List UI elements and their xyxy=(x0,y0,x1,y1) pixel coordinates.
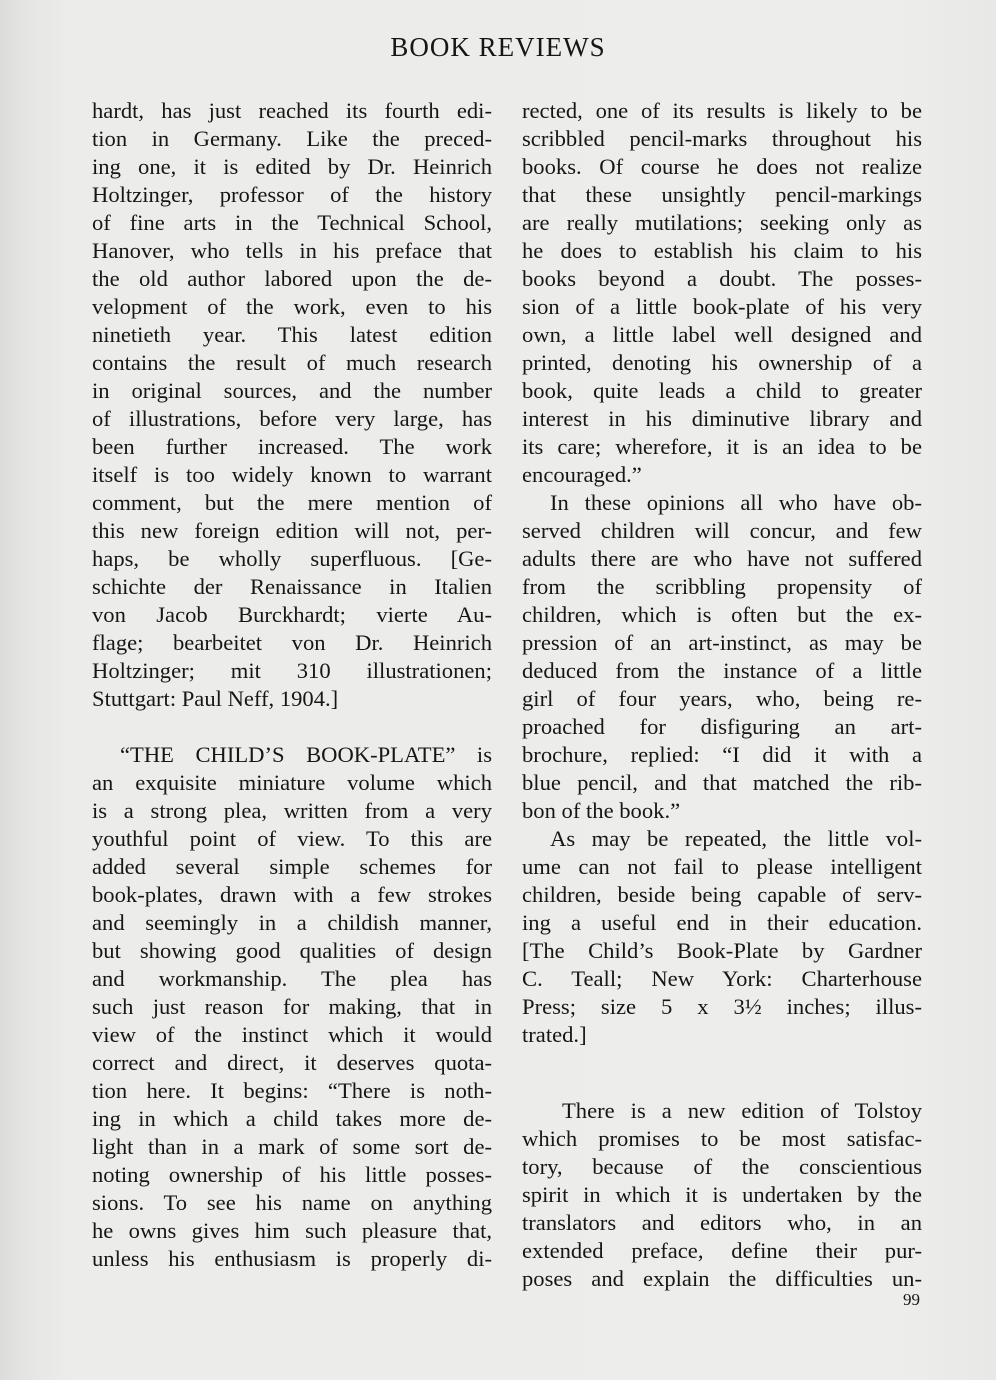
text-line: girl of four years, who, being re- xyxy=(522,686,922,711)
text-line: Holtzinger; mit 310 illustrationen; xyxy=(92,658,492,683)
text-line: As may be repeated, the little vol- xyxy=(550,826,922,851)
text-line: trated.] xyxy=(522,1022,587,1047)
text-line: rected, one of its results is likely to be xyxy=(522,98,922,123)
text-line: flage; bearbeitet von Dr. Heinrich xyxy=(92,630,492,655)
text-line: poses and explain the difficulties un- xyxy=(522,1266,922,1291)
text-line: book, quite leads a child to greater xyxy=(522,378,922,403)
text-line: and workmanship. The plea has xyxy=(92,966,492,991)
right-column xyxy=(522,97,922,1293)
text-line: tion here. It begins: “There is noth- xyxy=(92,1078,492,1103)
text-line: C. Teall; New York: Charterhouse xyxy=(522,966,922,991)
text-line: contains the result of much research xyxy=(92,350,492,375)
text-line: schichte der Renaissance in Italien xyxy=(92,574,492,599)
text-line: ume can not fail to please intelligent xyxy=(522,854,922,879)
text-line: brochure, replied: “I did it with a xyxy=(522,742,922,767)
text-line: spirit in which it is undertaken by the xyxy=(522,1182,922,1207)
text-line: pression of an art-instinct, as may be xyxy=(522,630,922,655)
text-line: the old author labored upon the de- xyxy=(92,266,492,291)
paragraph-gap xyxy=(92,713,492,741)
text-line: light than in a mark of some sort de- xyxy=(92,1134,492,1159)
text-line: [The Child’s Book-Plate by Gardner xyxy=(522,938,922,963)
text-line: sions. To see his name on anything xyxy=(92,1190,492,1215)
text-line: which promises to be most satisfac- xyxy=(522,1126,922,1151)
text-line: printed, denoting his ownership of a xyxy=(522,350,922,375)
text-line: blue pencil, and that matched the rib- xyxy=(522,770,922,795)
text-line: sion of a little book-plate of his very xyxy=(522,294,922,319)
text-line: bon of the book.” xyxy=(522,798,681,823)
text-line: and seemingly in a childish manner, xyxy=(92,910,492,935)
left-column xyxy=(92,97,492,1273)
text-line: noting ownership of his little posses- xyxy=(92,1162,492,1187)
text-line: itself is too widely known to warrant xyxy=(92,462,492,487)
text-line: unless his enthusiasm is properly di- xyxy=(92,1246,492,1271)
text-line: interest in his diminutive library and xyxy=(522,406,922,431)
text-line: translators and editors who, in an xyxy=(522,1210,922,1235)
text-line: its care; wherefore, it is an idea to be xyxy=(522,434,922,459)
text-line: books. Of course he does not realize xyxy=(522,154,922,179)
text-line: comment, but the mere mention of xyxy=(92,490,492,515)
text-line: that these unsightly pencil-markings xyxy=(522,182,922,207)
text-line: he does to establish his claim to his xyxy=(522,238,922,263)
text-line: ing one, it is edited by Dr. Heinrich xyxy=(92,154,492,179)
text-line: tion in Germany. Like the preced- xyxy=(92,126,492,151)
text-line: Press; size 5 x 3½ inches; illus- xyxy=(522,994,922,1019)
text-line: from the scribbling propensity of xyxy=(522,574,922,599)
text-line: “THE CHILD’S BOOK-PLATE” is xyxy=(120,742,492,767)
text-line: There is a new edition of Tolstoy xyxy=(562,1098,922,1123)
text-line: proached for disfiguring an art- xyxy=(522,714,922,739)
text-line: such just reason for making, that in xyxy=(92,994,492,1019)
text-line: velopment of the work, even to his xyxy=(92,294,492,319)
text-line: ninetieth year. This latest edition xyxy=(92,322,492,347)
text-line: books beyond a doubt. The posses- xyxy=(522,266,922,291)
text-line: scribbled pencil-marks throughout his xyxy=(522,126,922,151)
text-line: added several simple schemes for xyxy=(92,854,492,879)
text-line: been further increased. The work xyxy=(92,434,492,459)
text-line: but showing good qualities of design xyxy=(92,938,492,963)
paragraph-gap xyxy=(522,1049,922,1097)
text-line: haps, be wholly superfluous. [Ge- xyxy=(92,546,492,571)
text-line: In these opinions all who have ob- xyxy=(550,490,922,515)
text-line: own, a little label well designed and xyxy=(522,322,922,347)
text-line: adults there are who have not suffered xyxy=(522,546,922,571)
text-line: von Jacob Burckhardt; vierte Au- xyxy=(92,602,492,627)
text-line: Holtzinger, professor of the history xyxy=(92,182,492,207)
text-line: extended preface, define their pur- xyxy=(522,1238,922,1263)
text-line: ing a useful end in their education. xyxy=(522,910,922,935)
text-line: deduced from the instance of a little xyxy=(522,658,922,683)
text-line: children, beside being capable of serv- xyxy=(522,882,922,907)
text-line: ing in which a child takes more de- xyxy=(92,1106,492,1131)
text-line: of fine arts in the Technical School, xyxy=(92,210,492,235)
text-line: book-plates, drawn with a few strokes xyxy=(92,882,492,907)
text-line: hardt, has just reached its fourth edi- xyxy=(92,98,492,123)
text-line: this new foreign edition will not, per- xyxy=(92,518,492,543)
text-line: tory, because of the conscientious xyxy=(522,1154,922,1179)
text-line: an exquisite miniature volume which xyxy=(92,770,492,795)
text-line: he owns gives him such pleasure that, xyxy=(92,1218,492,1243)
page-number: 99 xyxy=(903,1290,920,1309)
text-line: youthful point of view. To this are xyxy=(92,826,492,851)
text-line: in original sources, and the number xyxy=(92,378,492,403)
text-line: Hanover, who tells in his preface that xyxy=(92,238,492,263)
text-line: are really mutilations; seeking only as xyxy=(522,210,922,235)
text-line: encouraged.” xyxy=(522,462,642,487)
text-line: Stuttgart: Paul Neff, 1904.] xyxy=(92,686,339,711)
text-line: served children will concur, and few xyxy=(522,518,922,543)
text-line: of illustrations, before very large, has xyxy=(92,406,492,431)
text-line: correct and direct, it deserves quota- xyxy=(92,1050,492,1075)
text-line: is a strong plea, written from a very xyxy=(92,798,492,823)
running-head: BOOK REVIEWS xyxy=(390,32,606,62)
text-line: children, which is often but the ex- xyxy=(522,602,922,627)
text-line: view of the instinct which it would xyxy=(92,1022,492,1047)
